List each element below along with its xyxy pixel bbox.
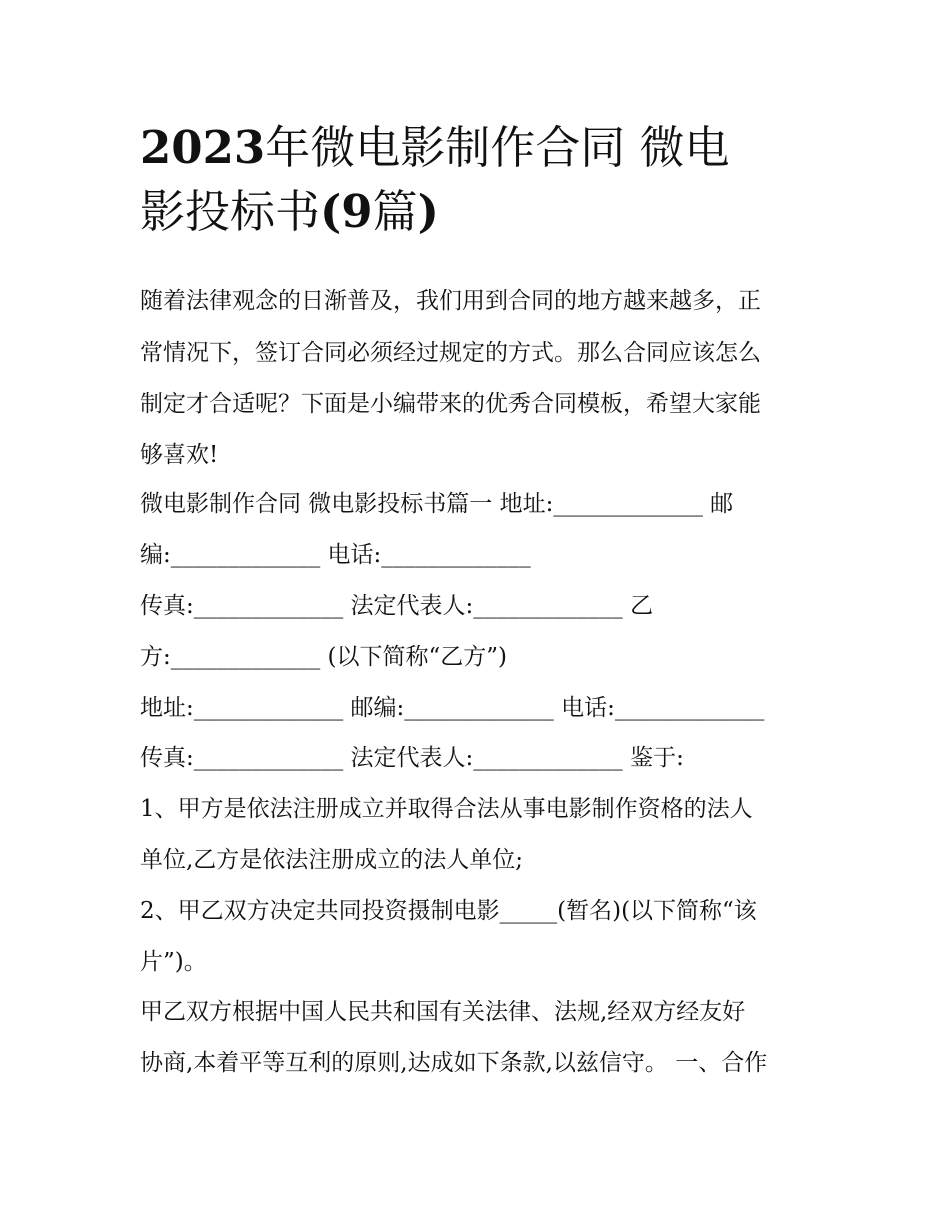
body-line: 地址:_____________ 邮编:_____________ 电话:_____________ — [140, 695, 765, 721]
title-count-unit: 篇 — [372, 185, 418, 238]
body-line: 1、甲方是依法注册成立并取得合法从事电影制作资格的法人 — [140, 796, 753, 822]
body-line: 制定才合适呢？下面是小编带来的优秀合同模板，希望大家能 — [140, 391, 761, 417]
title-line-2-text: 影投标书 — [140, 185, 321, 238]
title-line-2 — [140, 180, 820, 244]
body-line: 常情况下，签订合同必须经过规定的方式。那么合同应该怎么 — [140, 340, 761, 366]
title-year: 2023 — [140, 121, 266, 174]
body-line: 2、甲乙双方决定共同投资摄制电影_____(暂名)(以下简称“该 — [140, 898, 757, 924]
body-line: 协商,本着平等互利的原则,达成如下条款,以兹信守。 一、合作 — [140, 1050, 768, 1076]
title-count-open: (9 — [320, 185, 373, 238]
body-line: 编:_____________ 电话:_____________ — [140, 542, 531, 568]
body-line: 够喜欢! — [140, 442, 219, 468]
title-line-1-text: 年微电影制作合同 微电 — [265, 121, 730, 174]
body-line: 随着法律观念的日渐普及，我们用到合同的地方越来越多，正 — [140, 288, 761, 314]
title-count-close: ) — [417, 185, 439, 238]
title-line-1 — [140, 116, 820, 180]
body-line: 传真:_____________ 法定代表人:_____________ 鉴于: — [140, 745, 684, 771]
body-line: 传真:_____________ 法定代表人:_____________ 乙 — [140, 593, 654, 619]
body-line: 甲乙双方根据中国人民共和国有关法律、法规,经双方经友好 — [140, 999, 746, 1025]
document-title — [140, 116, 820, 244]
body-line: 单位,乙方是依法注册成立的法人单位; — [140, 847, 524, 873]
body-line: 方:_____________ (以下简称“乙方”) — [140, 644, 508, 670]
body-line: 片”)。 — [140, 949, 207, 975]
body-line: 微电影制作合同 微电影投标书篇一 地址:_____________ 邮 — [140, 491, 734, 517]
